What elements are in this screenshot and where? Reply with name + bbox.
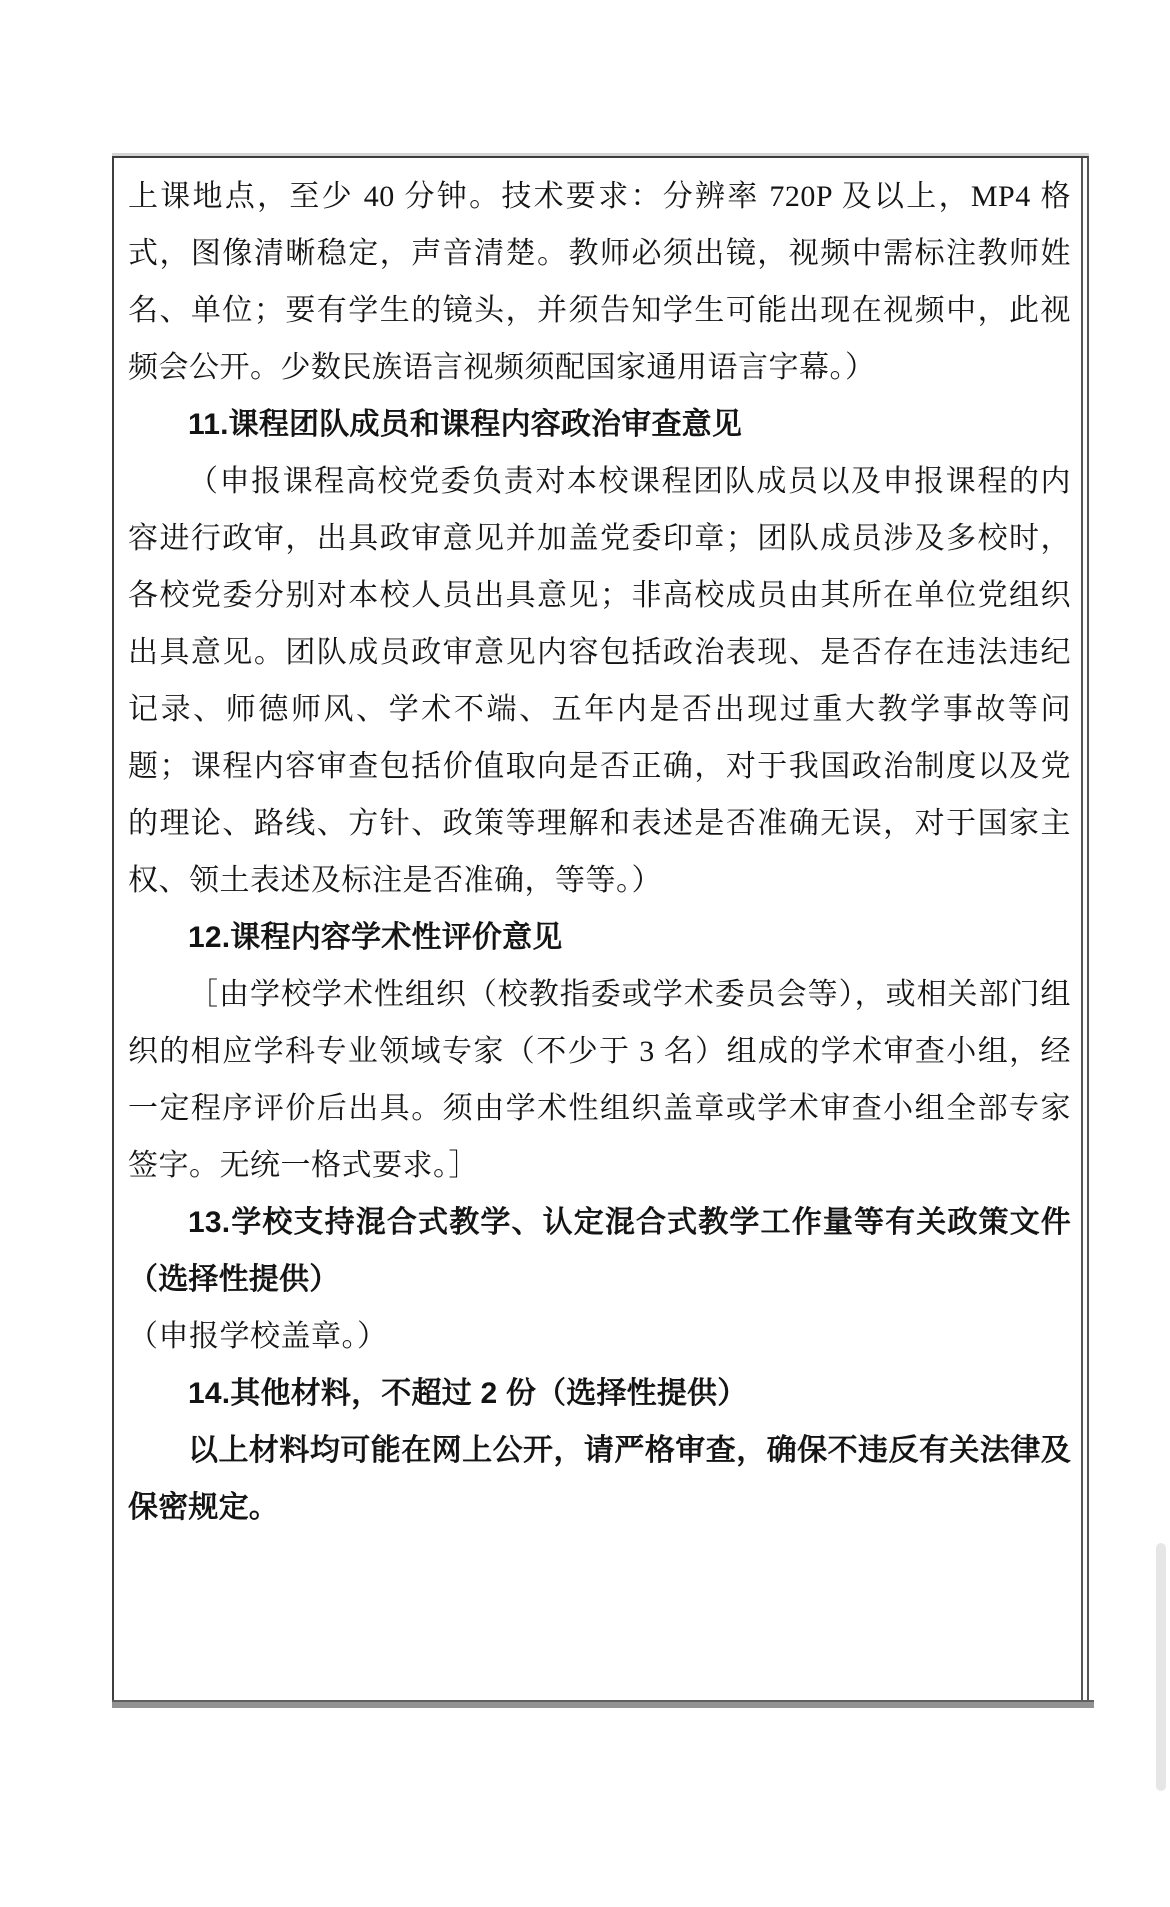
section-11-heading: 11.课程团队成员和课程内容政治审查意见 [188,408,743,441]
form-table-cell [112,156,1089,1700]
section-14-heading: 14.其他材料，不超过 2 份（选择性提供） [188,1377,748,1410]
section-13-heading: 13.学校支持混合式教学、认定混合式教学工作量等有关政策文件（选择性提供） [128,1206,1071,1296]
school-stamp-note: （申报学校盖章。） [128,1320,388,1353]
political-review-paragraph: （申报课程高校党委负责对本校课程团队成员以及申报课程的内容进行政审，出具政审意见并加盖党委印章；团队成员涉及多校时，各校党委分别对本校人员出具意见；非高校成员由其所在单位党组织出具意见。团队成员政审意见内容包括政治表现、是否存在违法违纪记录、师德师风、学术不端、五年内是否出现过重大教学事故等问题；课程内容审查包括价值取向是否正确，对于我国政治制度以及党的理论、路线、方针、政策等理解和表述是否准确无误，对于国家主权、领土表述及标注是否准确，等等。） [128,465,1071,897]
continued-paragraph: 上课地点，至少 40 分钟。技术要求：分辨率 720P 及以上，MP4 格式，图像清晰稳定，声音清楚。教师必须出镜，视频中需标注教师姓名、单位；要有学生的镜头，并须告知学生可能出现在视频中，此视频会公开。少数民族语言视频须配国家通用语言字幕。） [128,180,1071,384]
cell-bottom-border-shadow [112,1700,1094,1708]
academic-review-paragraph: ［由学校学术性组织（校教指委或学术委员会等），或相关部门组织的相应学科专业领域专家（不少于 3 名）组成的学术审查小组，经一定程序评价后出具。须由学术性组织盖章或学术审查小组全部专家签字。无统一格式要求。］ [128,978,1071,1182]
materials-warning-paragraph: 以上材料均可能在网上公开，请严格审查，确保不违反有关法律及保密规定。 [128,1434,1071,1524]
vertical-scrollbar-thumb[interactable] [1156,1543,1166,1791]
section-12-heading: 12.课程内容学术性评价意见 [188,921,563,954]
cell-right-double-rule [1081,158,1083,1700]
